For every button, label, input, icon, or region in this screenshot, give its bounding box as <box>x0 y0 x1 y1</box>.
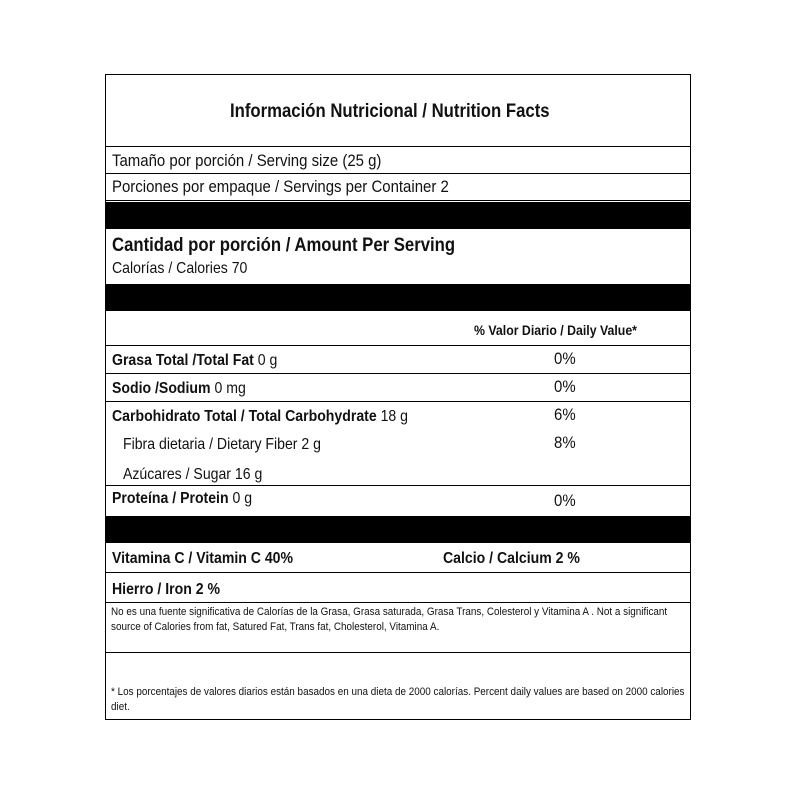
sub-nutrient-label: Fibra dietaria / Dietary Fiber 2 g <box>123 436 321 453</box>
thick-divider-2 <box>106 284 690 311</box>
nutrient-label: Carbohidrato Total / Total Carbohydrate <box>112 408 377 425</box>
nutrient-dv: 8% <box>554 433 576 452</box>
nutrient-amount: 0 g <box>232 490 253 507</box>
iron-row <box>106 573 690 603</box>
amount-per-serving: Cantidad por porción / Amount Per Serving <box>112 235 456 256</box>
vitamin-c: Vitamina C / Vitamin C 40% <box>112 550 294 567</box>
daily-value-header-row <box>106 311 690 346</box>
calcium: Calcio / Calcium 2 % <box>443 550 580 567</box>
nutrient-dv: 0% <box>554 491 576 510</box>
nutrient-row-sodium <box>106 374 690 402</box>
serving-size-row <box>106 147 690 174</box>
servings-per-container-row <box>106 174 690 201</box>
nutrition-facts-label <box>105 74 691 720</box>
nutrient-amount: 0 g <box>257 352 278 369</box>
nutrient-label-wrap <box>112 490 252 508</box>
nutrient-dv: 0% <box>554 349 576 368</box>
nutrient-dv: 6% <box>554 405 576 424</box>
servings-per-container: Porciones por empaque / Servings per Container 2 <box>112 177 449 196</box>
footnote-daily-values: * Los porcentajes de valores diarios están basados en una dieta de 2000 calorías. Percent daily values are based on 2000 calories diet. <box>111 686 685 713</box>
nutrient-label-wrap <box>112 352 277 370</box>
vitamins-row <box>106 543 690 573</box>
nutrient-label-wrap <box>112 380 246 398</box>
nutrient-amount: 18 g <box>380 408 408 425</box>
nutrient-row-protein <box>106 486 690 516</box>
nutrient-amount: 0 mg <box>214 380 246 397</box>
title-row <box>106 75 690 147</box>
nutrient-label: Grasa Total /Total Fat <box>112 352 254 369</box>
iron: Hierro / Iron 2 % <box>112 581 220 598</box>
nutrient-label: Sodio /Sodium <box>112 380 211 397</box>
footnote-significance: No es una fuente significativa de Calorías de la Grasa, Grasa saturada, Grasa Trans, Colesterol y Vitamina A . Not a significant source of Calories from fat, Satured Fat, Trans fat, Cholesterol, Vitamina A. <box>111 606 668 633</box>
serving-size: Tamaño por porción / Serving size (25 g) <box>112 151 382 170</box>
daily-value-header: % Valor Diario / Daily Value* <box>474 322 637 338</box>
thick-divider-1 <box>106 202 690 229</box>
nutrient-label: Proteína / Protein <box>112 490 229 507</box>
nutrient-row-total-fat <box>106 346 690 374</box>
footnote-row-1 <box>106 603 690 653</box>
label-title: Información Nutricional / Nutrition Facts <box>230 101 550 122</box>
nutrient-dv: 0% <box>554 377 576 396</box>
nutrient-label-wrap <box>112 408 408 426</box>
calories: Calorías / Calories 70 <box>112 260 248 277</box>
nutrient-block-carbohydrate <box>106 402 690 486</box>
thick-divider-3 <box>106 516 690 543</box>
sub-nutrient-label: Azúcares / Sugar 16 g <box>123 466 263 483</box>
